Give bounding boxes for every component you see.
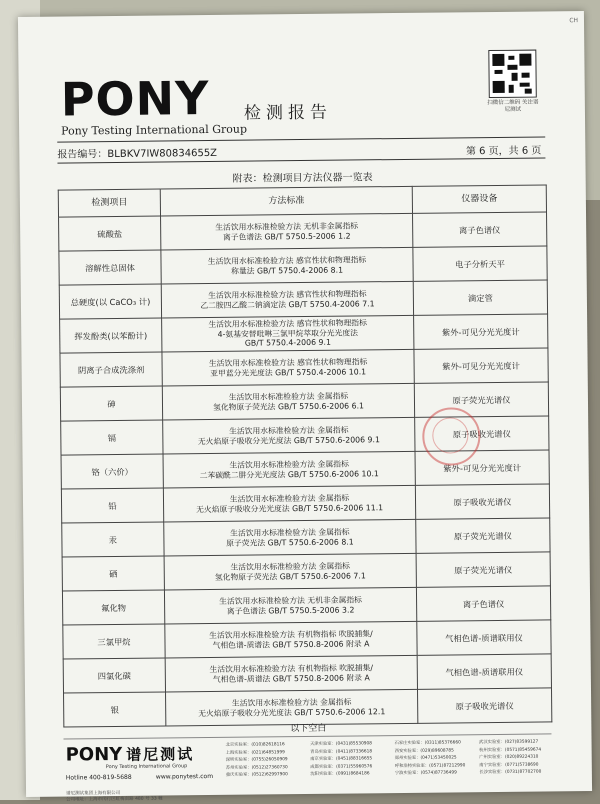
cell-item: 阴离子合成洗涤剂	[60, 352, 162, 387]
contact-entry: 南京实验室：(0451)88316655	[310, 756, 373, 762]
method-line: 无火焰原子吸收分光光度法 GB/T 5750.6-2006 12.1	[198, 706, 386, 718]
cell-item: 氟化物	[62, 590, 164, 625]
cell-device: 气相色谱-质谱联用仪	[417, 620, 551, 655]
method-line: 生活饮用水标准检验方法 感官性状和物理指标	[207, 255, 367, 266]
logo-word: PONY	[60, 70, 210, 127]
logo-subtitle: Pony Testing International Group	[61, 122, 248, 138]
footer-address	[66, 791, 163, 804]
method-line: 生活饮用水标准检验方法 感官性状和物理指标	[208, 289, 367, 300]
method-line: 氢化物原子荧光法 GB/T 5750.6-2006 7.1	[214, 570, 366, 582]
footer-hotline: Hotline 400-819-5688	[65, 773, 132, 782]
method-line: 气相色谱-质谱法 GB/T 5750.8-2006 附录 A	[212, 638, 370, 650]
cell-device: 原子吸收光谱仪	[417, 688, 551, 723]
table-row	[63, 654, 551, 693]
cell-device: 紫外-可见分光光度计	[414, 314, 548, 349]
footer-logo-word: PONY	[65, 743, 123, 766]
method-line: 生活饮用水标准检验方法 金属指标	[229, 493, 350, 504]
method-line: 生活饮用水标准检验方法 金属指标	[229, 459, 349, 470]
cell-method	[164, 519, 416, 556]
page-number: 第 6 页，共 6 页	[465, 145, 542, 158]
method-line: 生活饮用水标准检验方法 金属指标	[230, 561, 350, 572]
contact-entry: 宁波实验室：(0574)87736499	[394, 770, 457, 777]
method-line: 乙二胺四乙酸二钠滴定法 GB/T 5750.4-2006 7.1	[200, 298, 375, 310]
method-line: 离子色谱法 GB/T 5750.5-2006 1.2	[222, 231, 351, 242]
method-line: 生活饮用水标准检验方法 金属指标	[230, 527, 350, 538]
contact-entry: 南宁实验室：(0771)5738690	[479, 762, 539, 768]
cell-item: 汞	[62, 522, 164, 557]
method-line: 原子荧光法 GB/T 5750.6-2006 8.1	[226, 536, 354, 548]
footer-logo-subtitle: Pony Testing International Group	[105, 763, 188, 771]
cell-device: 电子分析天平	[413, 246, 547, 281]
contact-entry: 呼和浩特实验室：(0571)87212990	[394, 762, 466, 769]
cell-item: 溶解性总固体	[59, 250, 161, 285]
cell-method	[164, 587, 416, 624]
cell-method	[163, 485, 415, 522]
cell-method	[165, 655, 417, 692]
header-item: 检测项目	[58, 189, 160, 217]
footer-contacts	[226, 739, 561, 779]
pony-logo	[60, 70, 248, 138]
cell-device: 紫外-可见分光光度计	[414, 348, 548, 383]
table-row	[60, 382, 548, 421]
method-line: 亚甲蓝分光光度法 GB/T 5750.4-2006 10.1	[210, 366, 367, 378]
cell-method	[161, 281, 413, 318]
cell-device: 原子荧光光谱仪	[416, 552, 550, 587]
report-number: 报告编号：BLBKV7IW80834655Z	[57, 147, 218, 161]
contact-entry: 郑州实验室：(0471)53450025	[394, 755, 457, 762]
cell-item: 硒	[62, 556, 164, 591]
cell-method	[164, 553, 416, 590]
method-line: 生活饮用水标准检验方法 有机物指标 吹脱捕集/	[209, 629, 373, 640]
qr-code-icon	[488, 50, 537, 99]
table-title: 附表：检测项目方法仪器一览表	[232, 172, 373, 185]
cell-item: 四氯化碳	[63, 658, 165, 693]
cell-item: 镉	[61, 420, 163, 455]
blank-note: 以下空白	[290, 723, 327, 735]
cell-method	[165, 621, 417, 658]
method-line: 生活饮用水标准检验方法 有机物指标 吹脱捕集/	[209, 663, 374, 674]
cell-method	[161, 213, 413, 250]
cell-item: 铬（六价）	[61, 454, 163, 489]
contact-entry: 杭州实验室：(0571)85459674	[479, 747, 542, 753]
corner-mark: CH	[569, 17, 579, 25]
method-line: 二苯碳酰二肼分光光度法 GB/T 5750.6-2006 10.1	[199, 468, 379, 480]
method-line: 生活饮用水标准检验方法 感官性状和物理指标	[208, 318, 367, 330]
contact-entry: 沈阳实验室：(0991)8684186	[310, 771, 370, 777]
method-line: 生活饮用水标准检验方法 感官性状和物理指标	[208, 357, 368, 368]
table-row	[60, 348, 548, 387]
table-row	[62, 586, 550, 625]
method-line: 称量法 GB/T 5750.4-2006 8.1	[231, 265, 344, 276]
qr-note: 扫微信二维码 关注谱尼测试	[487, 99, 539, 113]
table-row	[60, 314, 548, 353]
contact-entry: 深圳实验室：(0755)26050909	[225, 757, 288, 763]
method-line: 离子色谱法 GB/T 5750.5-2006 3.2	[226, 604, 355, 616]
contact-entry: 苏州实验室：(0512)27360730	[225, 764, 288, 771]
cell-item: 硫酸盐	[59, 216, 161, 251]
cell-method	[163, 417, 415, 454]
contact-entry: 成都实验室：(0371)55960576	[310, 763, 373, 770]
cell-item: 铅	[61, 488, 163, 523]
table-row	[61, 484, 549, 523]
method-line: 4-氨基安替吡啉三氯甲烷萃取分光光度法	[217, 328, 358, 339]
cell-item: 总硬度(以 CaCO₃ 计)	[59, 284, 161, 319]
table-row	[61, 450, 549, 489]
contact-entry: 石家庄实验室：(0311)85376660	[394, 740, 461, 747]
contact-entry: 长沙实验室：(0731)87702700	[479, 769, 542, 776]
cell-device: 原子荧光光谱仪	[414, 382, 548, 417]
method-line: 无火焰原子吸收分光光度法 GB/T 5750.6-2006 11.1	[196, 502, 384, 514]
method-line: 生活饮用水标准检验方法 金属指标	[231, 697, 352, 708]
cell-device: 原子荧光光谱仪	[416, 518, 550, 553]
contact-entry: 重庆实验室：(0512)62997900	[225, 772, 288, 778]
method-line: 生活饮用水标准检验方法 金属指标	[229, 425, 349, 436]
contact-entry: 北京实验室：(010)82618116	[225, 742, 285, 748]
method-line: 无火焰原子吸收分光光度法 GB/T 5750.6-2006 9.1	[197, 434, 380, 446]
cell-method	[162, 349, 414, 386]
red-seal-inner	[432, 417, 468, 453]
contact-entry: 武汉实验室：(027)83599127	[479, 739, 539, 746]
report-page	[18, 11, 592, 803]
contact-entry: 西安实验室：(029)89608785	[394, 747, 454, 754]
report-title: 检测报告	[243, 102, 333, 124]
cell-device: 原子吸收光谱仪	[415, 484, 549, 519]
footer-logo-cn: 谱尼测试	[126, 745, 195, 764]
header-method: 方法标准	[160, 186, 412, 216]
method-line: 气相色谱-质谱法 GB/T 5750.8-2006 附录 A	[212, 672, 370, 684]
method-line: 生活饮用水标准检验方法 无机非金属指标	[215, 221, 359, 232]
instrument-table	[58, 184, 553, 727]
cell-device: 气相色谱-质谱联用仪	[417, 654, 551, 689]
contact-entry: 上海实验室：(021)64851999	[225, 749, 285, 756]
footer-address-line: 公司地址：上海市闵行区虹梅南路 480 号 33 幢	[66, 796, 163, 803]
table-row	[62, 518, 550, 557]
footer-logo	[66, 743, 195, 765]
footer-address-line: 谱尼测试集团上海有限公司	[66, 790, 121, 797]
method-line: 氢化物原子荧光法 GB/T 5750.6-2006 6.1	[213, 400, 365, 412]
contact-entry: 广州实验室：(020)89224310	[479, 754, 539, 761]
method-line: 生活饮用水标准检验方法 无机非金属指标	[219, 595, 363, 606]
cell-device: 滴定管	[413, 280, 547, 315]
cell-method	[163, 451, 415, 488]
method-line: 生活饮用水标准检验方法 金属指标	[228, 391, 349, 402]
table-row	[59, 280, 547, 319]
cell-device: 紫外-可见分光光度计	[415, 450, 549, 485]
table-row	[62, 552, 550, 591]
cell-item: 三氯甲烷	[63, 624, 165, 659]
cell-device: 离子色谱仪	[416, 586, 550, 621]
cell-method	[161, 247, 413, 284]
cell-device: 离子色谱仪	[413, 212, 547, 247]
cell-item: 挥发酚类(以苯酚计)	[60, 318, 162, 353]
header-device: 仪器设备	[412, 185, 546, 213]
contact-entry: 青岛实验室：(0411)87336618	[310, 748, 373, 755]
contact-entry: 天津实验室：(0431)85530908	[310, 741, 373, 747]
cell-method	[162, 315, 414, 352]
table-row	[63, 620, 551, 659]
cell-device: 原子吸收光谱仪	[415, 416, 549, 451]
method-line: GB/T 5750.4-2006 9.1	[244, 338, 331, 348]
cell-method	[162, 383, 414, 420]
table-row	[59, 246, 547, 285]
table-row	[59, 212, 547, 251]
cell-item: 砷	[60, 386, 162, 421]
cell-item: 银	[64, 692, 166, 727]
footer-website: www.ponytest.com	[155, 772, 214, 781]
